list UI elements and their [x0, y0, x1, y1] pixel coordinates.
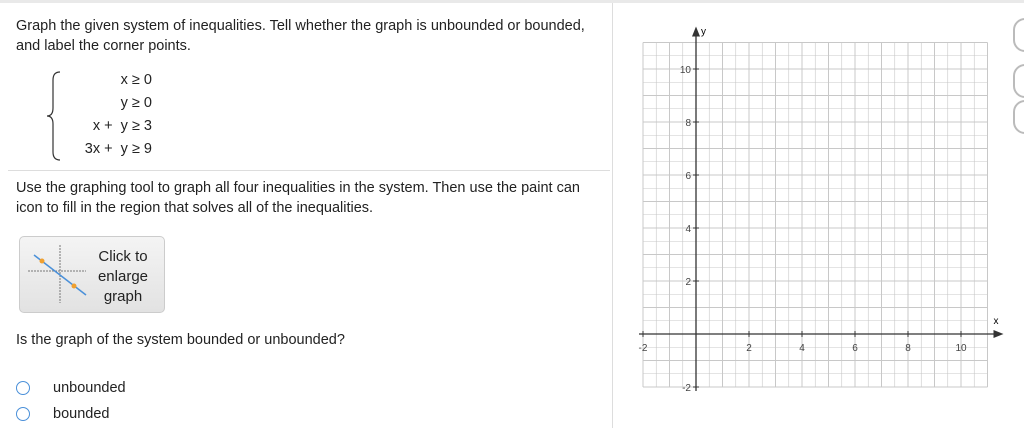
option-unbounded[interactable] [16, 380, 126, 396]
panel-divider [612, 3, 613, 428]
enlarge-button-label: Click to enlarge graph [97, 248, 149, 305]
tick-labels [639, 65, 967, 394]
left-brace [46, 70, 66, 162]
inequality-4: 3x + y ≥ 9 [84, 141, 152, 157]
grid-lines [643, 43, 988, 388]
y-tick-label: 2 [685, 277, 691, 288]
option-bounded-label: bounded [53, 406, 110, 422]
axes [639, 27, 1004, 392]
x-tick-label: 10 [955, 343, 967, 354]
y-axis-label: y [701, 26, 706, 38]
option-unbounded-label: unbounded [53, 380, 126, 396]
x-axis-label: x [993, 316, 999, 327]
x-tick-label: 4 [799, 343, 805, 354]
y-tick-label: 6 [685, 171, 691, 182]
question-prompt: Graph the given system of inequalities. Tell whether the graph is unbounded or bounded, and label the corner points. [16, 18, 585, 54]
side-control-3[interactable] [1013, 100, 1024, 134]
x-tick-label: 6 [852, 343, 858, 354]
instructions: Use the graphing tool to graph all four inequalities in the system. Then use the paint can icon to fill in the region that solves all of the inequalities. [16, 180, 580, 216]
y-tick-label: 10 [679, 65, 691, 76]
inequality-system [46, 70, 166, 162]
y-tick-label: 8 [685, 118, 691, 129]
y-axis-arrow-icon [692, 27, 700, 37]
x-tick-label: -2 [638, 343, 648, 354]
graph-thumbnail-icon [26, 243, 90, 305]
enlarge-graph-button[interactable] [19, 236, 165, 313]
side-control-1[interactable] [1013, 18, 1024, 52]
radio-unbounded[interactable] [16, 381, 30, 395]
inequality-1: x ≥ 0 [120, 72, 152, 88]
x-axis-arrow-icon [994, 330, 1004, 338]
coordinate-graph[interactable] [620, 16, 1020, 416]
radio-bounded[interactable] [16, 407, 30, 421]
x-tick-label: 8 [905, 343, 911, 354]
inequality-3: x + y ≥ 3 [92, 118, 152, 134]
option-bounded[interactable] [16, 406, 109, 422]
bounded-question: Is the graph of the system bounded or unbounded? [16, 332, 345, 348]
section-divider [8, 170, 610, 171]
x-tick-label: 2 [746, 343, 752, 354]
inequality-2: y ≥ 0 [120, 95, 152, 111]
y-tick-label: 4 [685, 224, 691, 235]
y-tick-label: -2 [682, 383, 691, 394]
side-control-2[interactable] [1013, 64, 1024, 98]
